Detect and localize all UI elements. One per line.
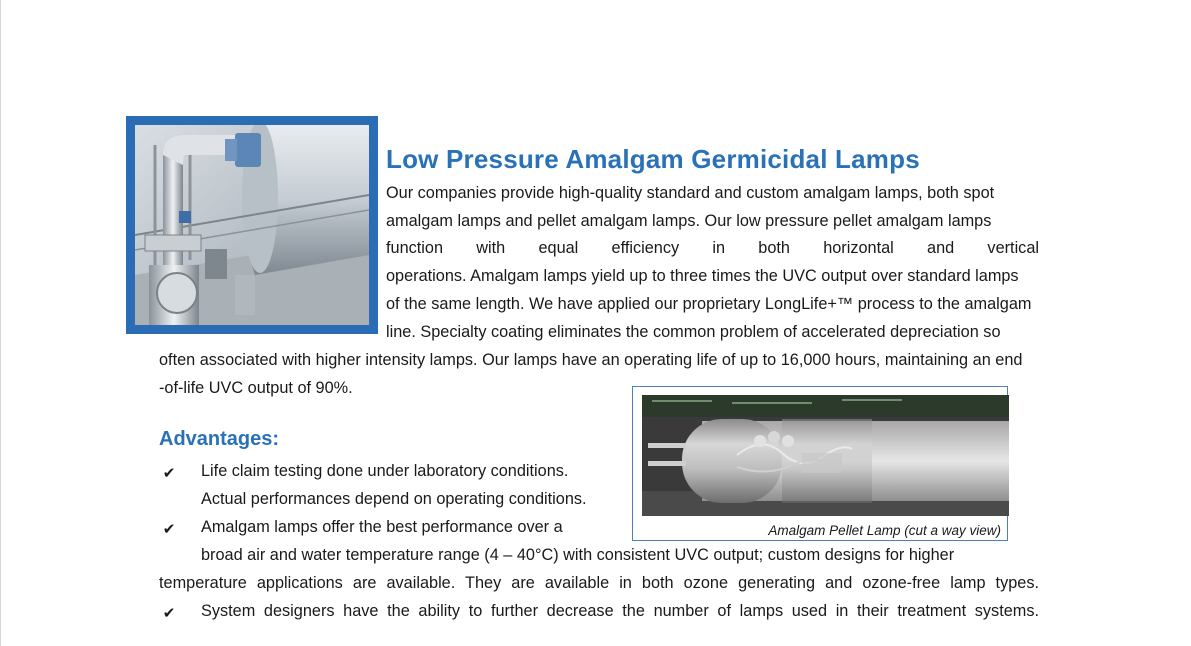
check-icon: ✔ — [162, 465, 176, 482]
hero-photo-frame — [126, 116, 378, 334]
intro-line-6: line. Specialty coating eliminates the common problem of accelerated depreciation so — [386, 323, 1001, 341]
check-icon: ✔ — [162, 605, 176, 622]
advantage-line-4: broad air and water temperature range (4 – 40°C) with consistent UVC output; custom designs for higher — [201, 546, 955, 564]
intro-line-1: Our companies provide high-quality standard and custom amalgam lamps, both spot — [386, 184, 995, 202]
intro-line-4: operations. Amalgam lamps yield up to three times the UVC output over standard lamps — [386, 267, 1019, 285]
page-title: Low Pressure Amalgam Germicidal Lamps — [386, 144, 920, 174]
intro-line-5: of the same length. We have applied our proprietary LongLife+™ process to the amalgam — [386, 295, 1032, 313]
advantages-heading: Advantages: — [159, 428, 280, 450]
lamp-figure — [632, 386, 1008, 541]
water-treatment-pipes-photo — [135, 125, 369, 325]
intro-line-2: amalgam lamps and pellet amalgam lamps. Our low pressure pellet amalgam lamps — [386, 212, 992, 230]
amalgam-pellet-lamp-illustration — [642, 395, 1009, 516]
advantage-line-5: temperature applications are available. They are available in both ozone generating and ozone-free lamp types. — [159, 574, 1039, 592]
intro-line-3: function with equal efficiency in both horizontal and vertical — [386, 239, 1039, 257]
page-edge — [0, 0, 1, 646]
advantage-line-3: Amalgam lamps offer the best performance over a — [201, 518, 563, 536]
advantage-line-2: Actual performances depend on operating conditions. — [201, 490, 587, 508]
advantage-line-6: System designers have the ability to further decrease the number of lamps used in their treatment systems. — [201, 602, 1039, 620]
intro-line-8: -of-life UVC output of 90%. — [159, 379, 353, 397]
intro-line-7: often associated with higher intensity lamps. Our lamps have an operating life of up to 16,000 hours, maintaining an end — [159, 351, 1023, 369]
figure-caption: Amalgam Pellet Lamp (cut a way view) — [768, 523, 1001, 538]
check-icon: ✔ — [162, 521, 176, 538]
advantage-line-1: Life claim testing done under laboratory conditions. — [201, 462, 569, 480]
